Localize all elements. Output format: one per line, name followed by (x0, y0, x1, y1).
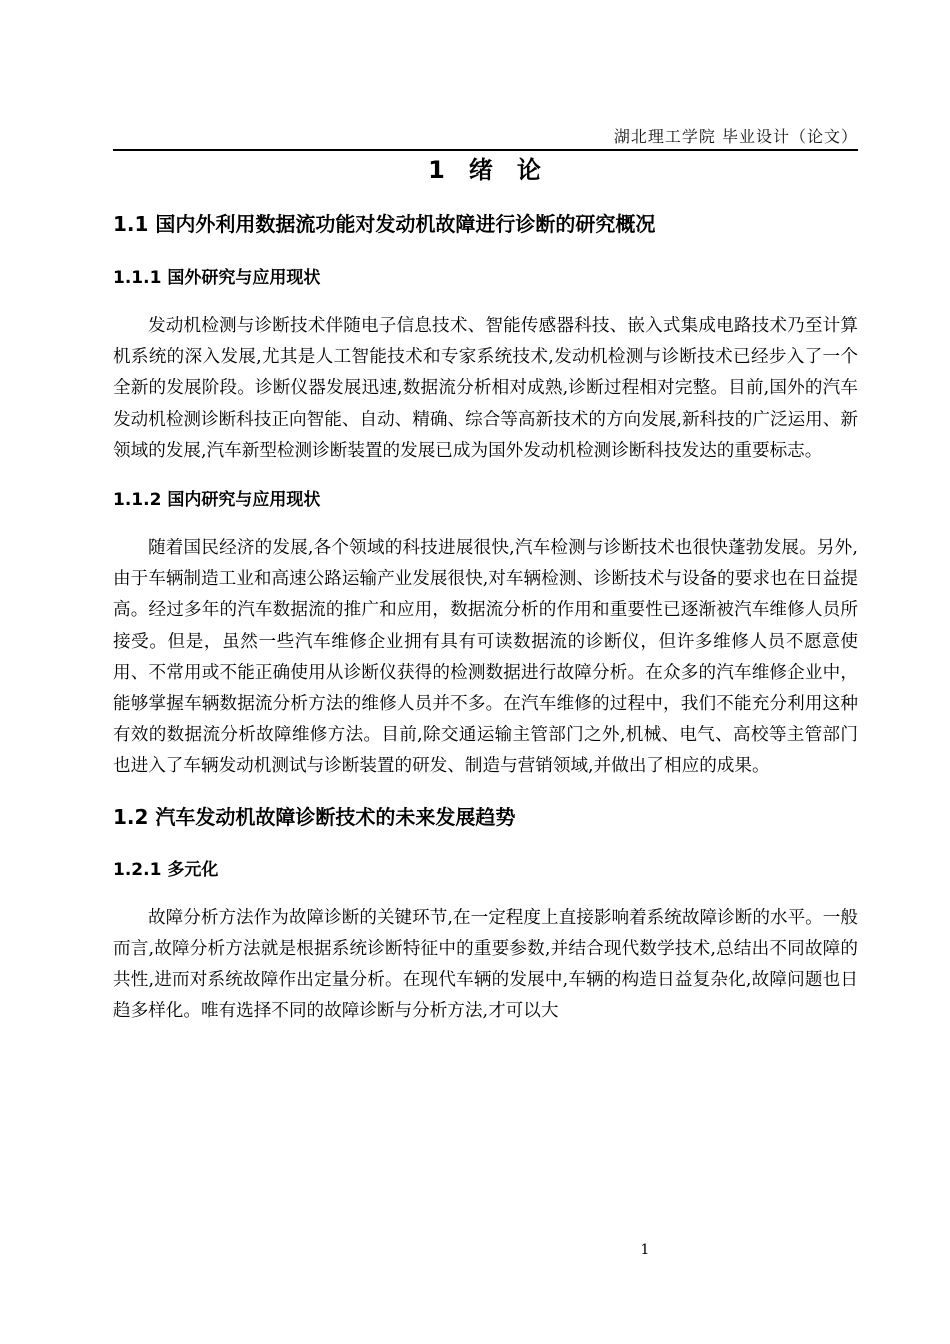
section-heading-1-1-1: 1.1.1 国外研究与应用现状 (113, 268, 321, 288)
section-heading-1-2-1: 1.2.1 多元化 (113, 859, 219, 880)
paragraph-1-1-2: 随着国民经济的发展,各个领域的科技进展很快,汽车检测与诊断技术也很快蓬勃发展。另外,由于车辆制造工业和高速公路运输产业发展很快,对车辆检测、诊断技术与设备的要求也在日益提高。经过多年的汽车数据流的推广和应用，数据流分析的作用和重要性已逐渐被汽车维修人员所接受。但是，虽然一些汽车维修企业拥有具有可读数据流的诊断仪，但许多维修人员不愿意使用、不常用或不能正确使用从诊断仪获得的检测数据进行故障分析。在众多的汽车维修企业中，能够掌握车辆数据流分析方法的维修人员并不多。在汽车维修的过程中，我们不能充分利用这种有效的数据流分析故障维修方法。目前,除交通运输主管部门之外,机械、电气、高校等主管部门也进入了车辆发动机测试与诊断装置的研发、制造与营销领域,并做出了相应的成果。 (113, 538, 858, 777)
section-heading-1-2: 1.2 汽车发动机故障诊断技术的未来发展趋势 (113, 804, 516, 829)
page-content (113, 152, 858, 1027)
chapter-title (113, 152, 858, 192)
section-heading-1-1-2: 1.1.2 国内研究与应用现状 (113, 490, 321, 511)
chapter-title-part1: 绪 (468, 156, 495, 184)
chapter-number: 1 (428, 156, 447, 184)
paragraph-1-2-1: 故障分析方法作为故障诊断的关键环节,在一定程度上直接影响着系统故障诊断的水平。一般而言,故障分析方法就是根据系统诊断特征中的重要参数,并结合现代数学技术,总结出不同故障的共性,进而对系统故障作出定量分析。在现代车辆的发展中,车辆的构造日益复杂化,故障问题也日趋多样化。唯有选择不同的故障诊断与分析方法,才可以大 (113, 907, 858, 1022)
paragraph-1-1-1: 发动机检测与诊断技术伴随电子信息技术、智能传感器科技、嵌入式集成电路技术乃至计算机系统的深入发展,尤其是人工智能技术和专家系统技术,发动机检测与诊断技术已经步入了一个全新的发展阶段。诊断仪器发展迅速,数据流分析相对成熟,诊断过程相对完整。目前,国外的汽车发动机检测诊断科技正向智能、自动、精确、综合等高新技术的方向发展,新科技的广泛运用、新领域的发展,汽车新型检测诊断装置的发展已成为国外发动机检测诊断科技发达的重要标志。 (113, 316, 858, 461)
chapter-title-part2: 论 (516, 156, 543, 184)
header-rule (113, 149, 858, 151)
running-header: 湖北理工学院 毕业设计（论文） (613, 127, 858, 146)
section-heading-1-1: 1.1 国内外利用数据流功能对发动机故障进行诊断的研究概况 (113, 212, 656, 236)
page-number: 1 (640, 1242, 650, 1258)
